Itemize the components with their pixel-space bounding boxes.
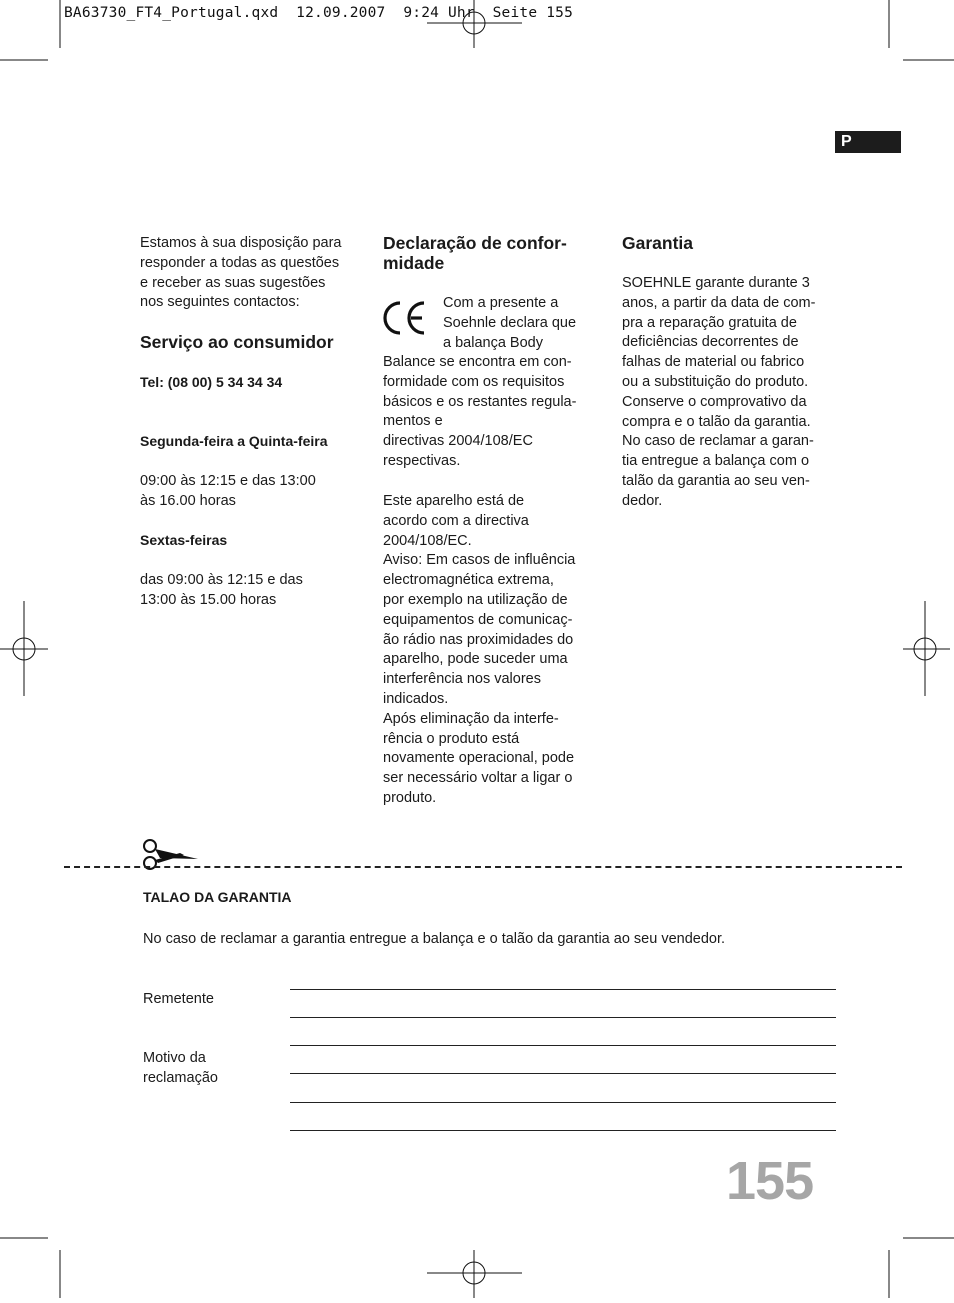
- sender-line-2[interactable]: [290, 1017, 836, 1018]
- friday-hours: das 09:00 às 12:15 e das 13:00 às 15.00 horas: [140, 572, 303, 608]
- coupon-instruction: No caso de reclamar a garantia entregue a balança e o talão da garantia ao seu vendedor.: [143, 931, 726, 947]
- weekday-hours: 09:00 às 12:15 e das 13:00 às 16.00 horas: [140, 473, 316, 509]
- conformity-heading: Declaração de confor- midade: [383, 233, 567, 273]
- reason-line-2[interactable]: [290, 1073, 836, 1074]
- consumer-service-heading: Serviço ao consumidor: [140, 332, 334, 352]
- warranty-heading: Garantia: [622, 233, 693, 253]
- reason-line-4[interactable]: [290, 1130, 836, 1131]
- reason-label: Motivo da reclamação: [143, 1050, 218, 1086]
- sender-line-1[interactable]: [290, 989, 836, 990]
- ce-declaration-rest: Balance se encontra em con- formidade com os requisitos básicos e os restantes regula- mentos e directivas 2004/108/EC respectivas.: [383, 354, 577, 469]
- weekday-label: Segunda-feira a Quinta-feira: [140, 433, 328, 449]
- telephone-number: Tel: (08 00) 5 34 34 34: [140, 374, 283, 390]
- file-slug: BA63730_FT4_Portugal.qxd 12.09.2007 9:24 Uhr Seite 155: [64, 5, 573, 21]
- page-number: 155: [726, 1151, 814, 1211]
- ce-mark-icon: [380, 298, 428, 343]
- scissors-icon: [140, 836, 202, 877]
- sender-label: Remetente: [143, 991, 214, 1007]
- warranty-text: SOEHNLE garante durante 3 anos, a partir da data de com- pra a reparação gratuita de deficiências decorrentes de falhas de material ou fabrico ou a substituição do produto. Conserve o comprovativo da compra e o talão da garantia. No caso de reclamar a garan- tia entregue a balança com o talão da garantia ao seu ven- dedor.: [622, 275, 816, 509]
- friday-label: Sextas-feiras: [140, 532, 228, 548]
- emc-notice: Este aparelho está de acordo com a directiva 2004/108/EC. Aviso: Em casos de influência electromagnética extrema, por exemplo na utilização de equipamentos de comunicaç- ão rádio nas proximidades do aparelho, pode suceder uma interferência nos valores indicados. Após eliminação da interfe- rência o produto está novamente operacional, pode ser necessário voltar a ligar o produto.: [383, 493, 576, 806]
- reason-line-1[interactable]: [290, 1045, 836, 1046]
- ce-declaration-side: Com a presente a Soehnle declara que a balança Body: [443, 295, 577, 351]
- coupon-title: TALAO DA GARANTIA: [143, 889, 292, 905]
- contact-intro: Estamos à sua disposição para responder a todas as questões e receber as suas sugestões nos seguintes contactos:: [140, 235, 342, 311]
- cut-line: [64, 866, 902, 868]
- reason-line-3[interactable]: [290, 1102, 836, 1103]
- language-tab: P: [835, 131, 901, 153]
